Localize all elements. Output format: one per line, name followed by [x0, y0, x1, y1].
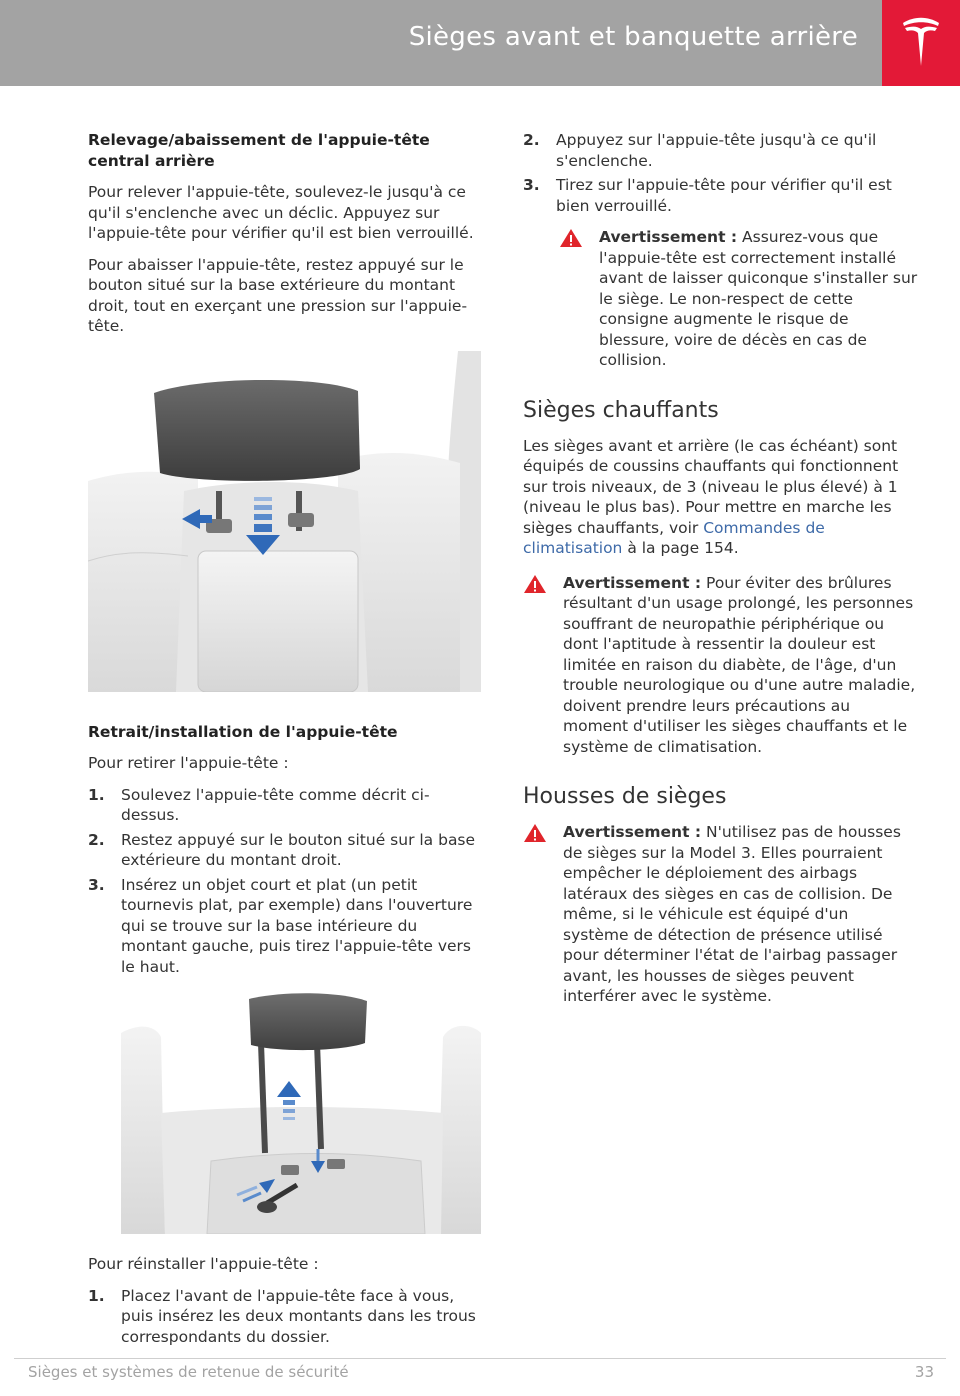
- paragraph-lower: Pour abaisser l'appuie-tête, restez appuyé sur le bouton situé sur la base extérieure du montant droit, tout en exerçant une pression sur l'appuie-tête.: [88, 255, 468, 335]
- page-header: [0, 0, 960, 86]
- section-title-seat-covers: Housses de sièges: [523, 784, 727, 809]
- reinstall-steps-continued: [523, 130, 918, 216]
- left-column: [88, 130, 481, 1351]
- remove-steps-list: [88, 785, 481, 978]
- list-item: 3. Insérez un objet court et plat (un petit tournevis plat, par exemple) dans l'ouverture qui se trouve sur la base intérieure du montant gauche, puis tirez l'appuie-tête vers le haut.: [88, 875, 473, 976]
- heated-seats-paragraph: Les sièges avant et arrière (le cas échéant) sont équipés de coussins chauffants qui fonctionnent sur trois niveaux, de 3 (niveau le plus élevé) à 1 (niveau le plus bas). Pour mettre en marche les sièges chauffants, voir Commandes de climatisation à la page 154.: [523, 436, 899, 557]
- warning-triangle-icon: [523, 823, 547, 843]
- warning-heated-seats: Avertissement : Pour éviter des brûlures résultant d'un usage prolongé, les personnes souffrant de neuropathie périphérique ou dont l'aptitude à ressentir la douleur est limitée en raison du diabète, de l'âge, d'un trouble neurologique ou d'une autre maladie, doivent prendre leurs précautions au moment d'utiliser les sièges chauffants et le système de climatisation.: [523, 573, 918, 758]
- footer-divider: [14, 1358, 946, 1359]
- list-item: 2. Restez appuyé sur le bouton situé sur la base extérieure du montant droit.: [88, 830, 476, 869]
- page-number: 33: [914, 1363, 934, 1381]
- warning-seat-covers: Avertissement : N'utilisez pas de housses de sièges sur la Model 3. Elles pourraient empêcher le déploiement des airbags latéraux des sièges en cas de collision. De même, si le véhicule est équipé d'un système de détection de présence utilisé pour déterminer l'état de l'airbag passager avant, les housses de sièges peuvent interférer avec le système.: [523, 822, 918, 1007]
- brand-logo-box: [882, 0, 960, 86]
- warning-triangle-icon: [523, 574, 547, 594]
- section-title-raise-lower: Relevage/abaissement de l'appuie-tête central arrière: [88, 131, 430, 170]
- climate-controls-link[interactable]: Commandes de climatisation: [523, 518, 825, 557]
- list-item: 1. Soulevez l'appuie-tête comme décrit ci-dessus.: [88, 785, 430, 824]
- reinstall-intro: Pour réinstaller l'appuie-tête :: [88, 1255, 319, 1273]
- right-column: [523, 130, 918, 1018]
- section-title-heated-seats: Sièges chauffants: [523, 397, 719, 423]
- section-title-remove-install: Retrait/installation de l'appuie-tête: [88, 722, 398, 741]
- warning-headrest: Avertissement : Assurez-vous que l'appuie-tête est correctement installé avant de laisser quiconque s'installer sur le siège. Le non-respect de cette consigne augmente le risque de blessure, voire de décès en cas de collision.: [559, 227, 918, 371]
- footer-section-name: Sièges et systèmes de retenue de sécurité: [28, 1363, 349, 1381]
- reinstall-steps-list: [88, 1286, 481, 1348]
- list-item: 3. Tirez sur l'appuie-tête pour vérifier qu'il est bien verrouillé.: [523, 176, 892, 215]
- figure-headrest-remove: [121, 993, 481, 1234]
- figure-headrest-lower: [88, 351, 481, 692]
- page-title: Sièges avant et banquette arrière: [408, 22, 858, 52]
- warning-triangle-icon: [559, 228, 583, 248]
- paragraph-raise: Pour relever l'appuie-tête, soulevez-le jusqu'à ce qu'il s'enclenche avec un déclic. Appuyez sur l'appuie-tête pour vérifier qu'il est bien verrouillé.: [88, 183, 474, 242]
- remove-intro: Pour retirer l'appuie-tête :: [88, 754, 289, 772]
- list-item: 1. Placez l'avant de l'appuie-tête face à vous, puis insérez les deux montants dans les trous correspondants du dossier.: [88, 1286, 476, 1346]
- list-item: 2. Appuyez sur l'appuie-tête jusqu'à ce qu'il s'enclenche.: [523, 131, 877, 170]
- tesla-logo-icon: [900, 14, 942, 70]
